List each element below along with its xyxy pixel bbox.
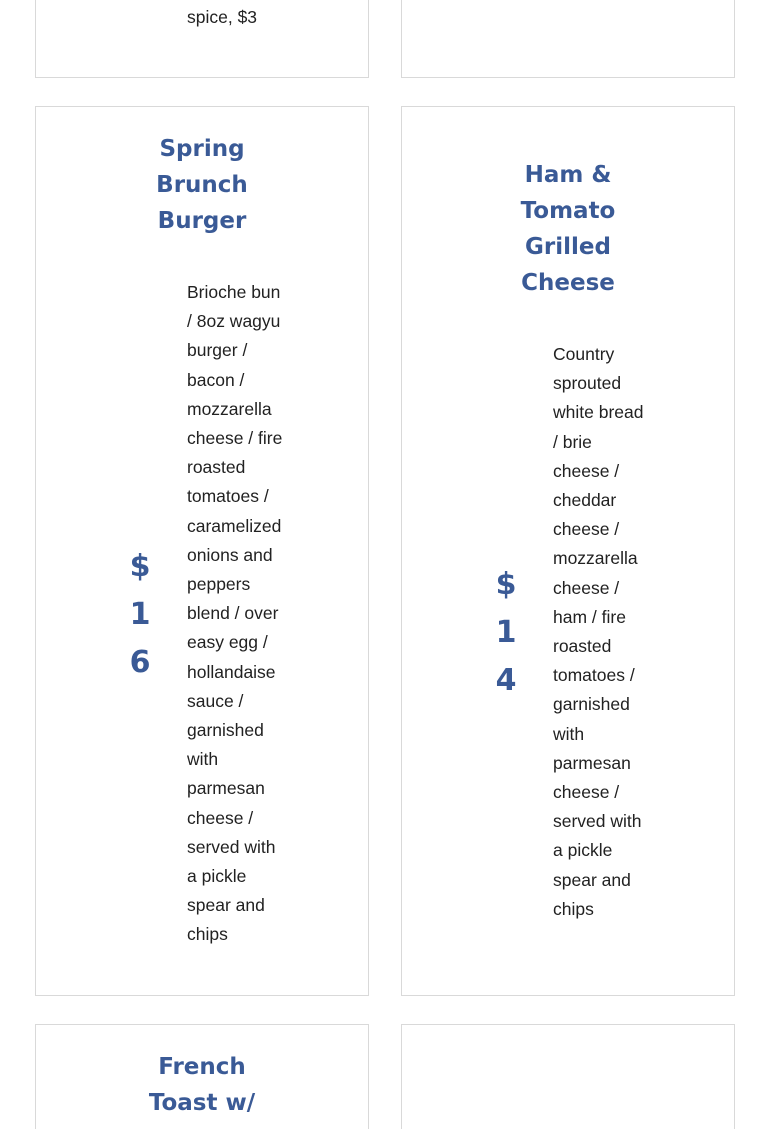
menu-item-description: Country sprouted white bread / brie cheese / cheddar cheese / mozzarella cheese / ham / fire roasted tomatoes / garnished with parmesan cheese / served with a pickle spear and chips [553,344,644,919]
menu-card [35,0,369,78]
menu-card-french-toast [35,1024,369,1129]
menu-card [401,1024,735,1129]
menu-item-description: Brioche bun / 8oz wagyu burger / bacon / mozzarella cheese / fire roasted tomatoes / caramelized onions and peppers blend / over easy egg / hollandaise sauce / garnished with parmesan cheese / served with a pickle spear and chips [187,282,283,945]
menu-item-title: Spring Brunch Burger [156,136,248,234]
menu-item-price: $ 1 4 [495,567,517,698]
menu-item-description: spice, $3 [187,7,258,27]
menu-card [401,0,735,78]
menu-item-title: French Toast w/ [148,1054,256,1116]
menu-card-spring-brunch-burger [35,106,369,996]
menu-item-title: Ham & Tomato Grilled Cheese [520,162,616,296]
menu-card-ham-tomato-grilled-cheese [401,106,735,996]
menu-item-price: $ 1 6 [129,549,151,680]
